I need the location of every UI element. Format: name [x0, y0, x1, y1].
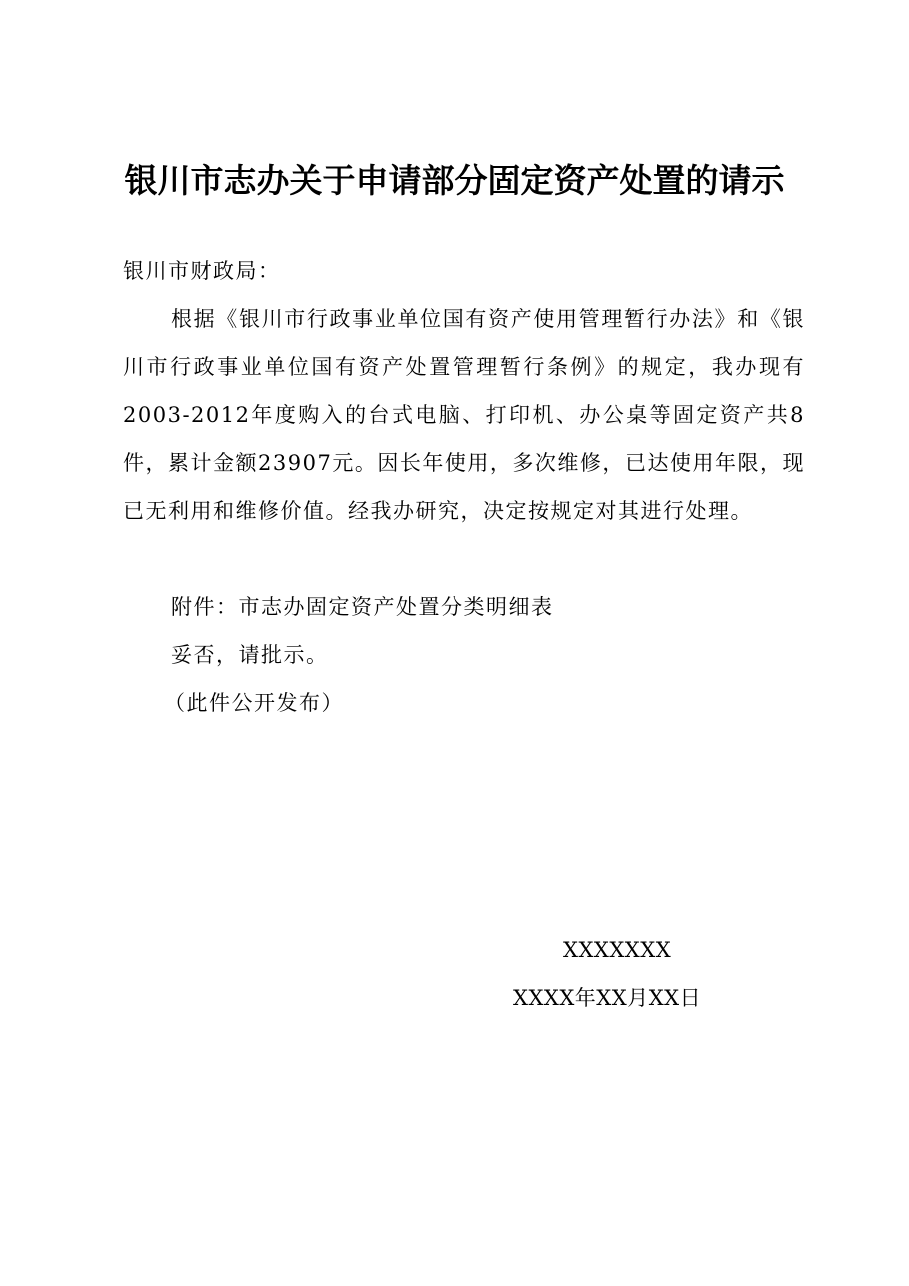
- body-paragraph: 根据《银川市行政事业单位国有资产使用管理暂行办法》和《银川市行政事业单位国有资产处置管理暂行条例》的规定，我办现有2003-2012年度购入的台式电脑、打印机、办公桌等固定资产共8件，累计金额23907元。因长年使用，多次维修，已达使用年限，现已无利用和维修价值。经我办研究，决定按规定对其进行处理。: [123, 307, 805, 523]
- signature: XXXXXXX: [563, 938, 672, 962]
- document-title: 银川市志办关于申请部分固定资产处置的请示: [124, 161, 785, 200]
- salutation: 银川市财政局：: [123, 259, 281, 283]
- document-date: XXXX年XX月XX日: [513, 986, 702, 1010]
- disclosure-note: （此件公开发布）: [164, 691, 344, 715]
- attachment-line: 附件：市志办固定资产处置分类明细表: [171, 595, 554, 619]
- request-line: 妥否，请批示。: [171, 643, 329, 667]
